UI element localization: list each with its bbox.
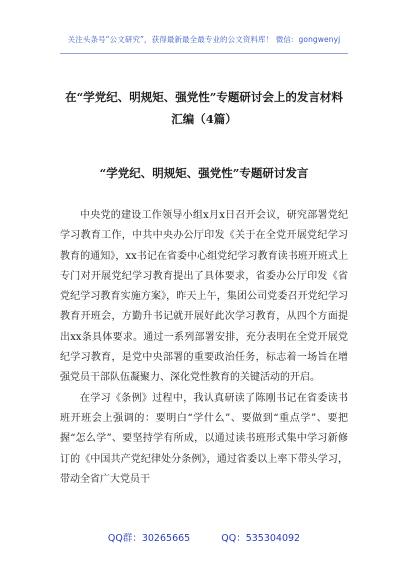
footer-qq-group: QQ群：30265665 <box>107 533 191 544</box>
paragraph: 在学习《条例》过程中，我认真研读了陈刚书记在省委读书班开班会上强调的：要明白“学什么”、要做到“重点学”、要把握“怎么学”、要坚持学有所成，以通过读书班形式集中学习新修订的《中国共产党纪律处分条例》，通过省委以上率下带头学习，带动全省广大党员干 <box>60 392 348 485</box>
document-title <box>40 86 368 130</box>
title-line-2: 汇编（4篇） <box>171 112 237 126</box>
header-divider <box>60 53 348 54</box>
header-note: 关注头条号“公文研究”，获得最新最全最专业的公文资料库！ 微信：gongwenyj <box>67 35 341 44</box>
paragraph: 中央党的建设工作领导小组x月x日召开会议，研究部署党纪学习教育工作，中共中央办公厅印发《关于在全党开展党纪学习教育的通知》，xx书记在省委中心组党纪学习教育读书班开班式上专门对开展党纪学习教育提出了具体要求，省委办公厅印发《省党纪学习教育实施方案》，昨天上午，集团公司党委召开党纪学习教育开班会，方勤升书记就开展好此次学习教育，从四个方面提出xx条具体要求。通过一系列部署安排，充分表明在全党开展党纪学习教育，是党中央部署的重要政治任务，标志着一场旨在增强党员干部队伍凝聚力、深化党性教育的关键活动的开启。 <box>60 210 348 384</box>
title-line-1: 在“学党纪、明规矩、强党性”专题研讨会上的发言材料 <box>65 90 343 104</box>
body-text <box>60 206 348 490</box>
footer-contact <box>0 530 408 544</box>
footer-qq: QQ：535304092 <box>221 533 301 544</box>
section-title: “学党纪、明规矩、强党性”专题研讨发言 <box>99 166 309 180</box>
